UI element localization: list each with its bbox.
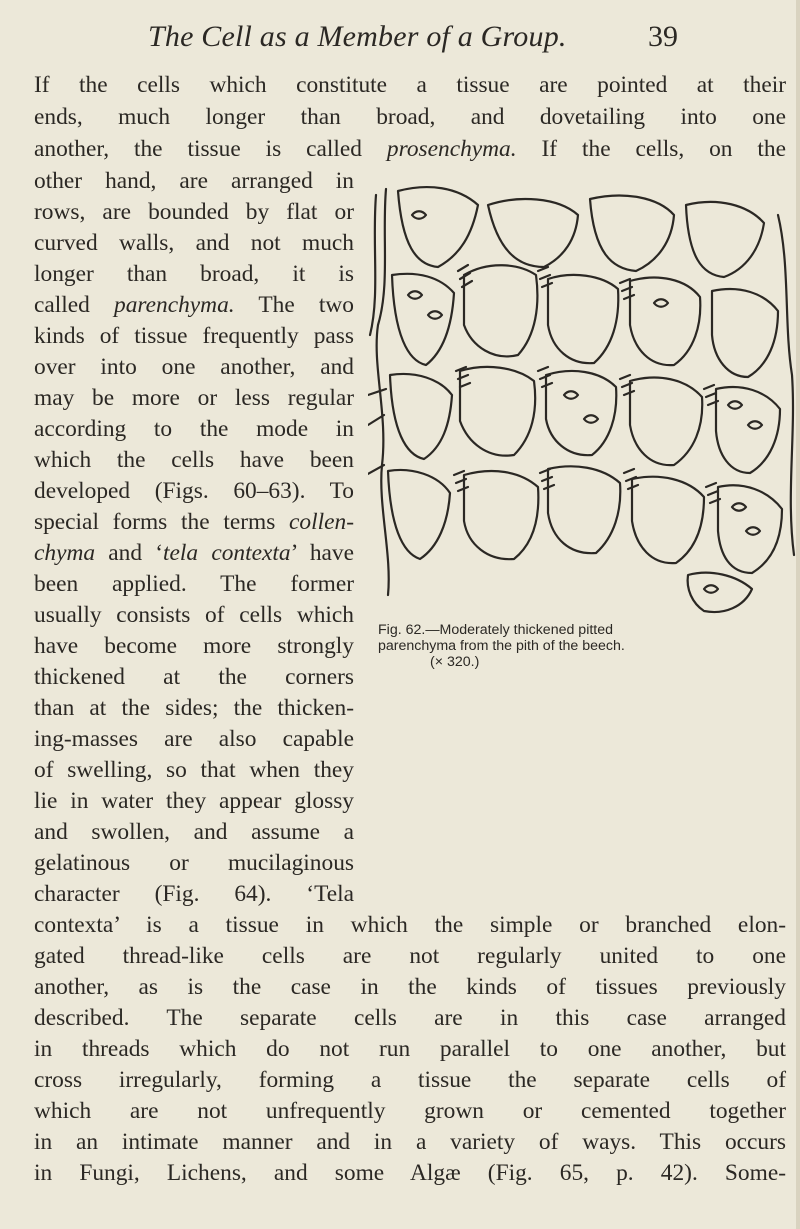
text-span: kinds of tissue frequently pass [34,323,354,349]
text-line [34,445,354,475]
text-span: been applied. The former [34,571,354,597]
text-span: If the cells, on the [516,136,786,162]
text-line [34,228,354,258]
text-line [34,414,354,444]
text-line [34,507,354,537]
text-line [34,662,354,692]
text-line [34,1158,786,1188]
text-line [34,1065,786,1095]
cell-outline [686,202,764,277]
pit-mark [654,299,668,307]
text-line [34,383,354,413]
text-line [34,1034,786,1064]
text-span: may be more or less regular [34,385,354,411]
text-line [34,569,354,599]
cell-outline [388,470,450,559]
text-span: special forms the terms [34,509,290,535]
pit-mark [408,291,422,299]
pit-hatching [538,267,552,287]
text-line [34,476,354,506]
cell-outline [548,275,618,363]
text-span: The two [234,292,354,318]
text-span: lie in water they appear glossy [34,788,354,814]
text-line [34,197,354,227]
pit-mark [428,311,442,319]
text-line [34,910,786,940]
pit-mark [746,527,760,535]
text-line [34,321,354,351]
text-span: gated thread-like cells are not regularly united to one [34,943,786,969]
text-span: another, as is the case in the kinds of tissues previously [34,974,786,1000]
cell-outline [392,274,454,365]
text-line [34,538,354,568]
text-span: than at the sides; the thicken- [34,695,354,721]
text-span: thickened at the corners [34,664,354,690]
cell-outline [718,485,782,573]
cell-outline [716,387,780,473]
text-span: gelatinous or mucilaginous [34,850,354,876]
text-span: which the cells have been [34,447,354,473]
cell-wall-outline [778,215,794,555]
term-collenchyma: collen- [289,509,354,535]
cell-outline [590,196,674,271]
text-span: longer than broad, it is [34,261,354,287]
text-line [34,972,786,1002]
caption-line: Fig. 62.—Moderately thickened pitted [378,622,614,638]
text-line [34,786,354,816]
cell-outline [488,199,578,267]
cell-outline [630,278,700,366]
page-edge [796,0,800,1229]
pit-mark [412,211,426,219]
text-line [34,352,354,382]
text-span: If the cells which constitute a tissue are pointed at their [34,72,786,98]
text-line [34,848,354,878]
pit-mark [704,585,718,593]
text-line [34,1127,786,1157]
cell-outline [464,265,537,356]
text-span: of swelling, so that when they [34,757,354,783]
text-line [34,134,786,164]
text-span: ’ have [290,540,354,566]
text-line [34,693,354,723]
caption-line: parenchyma from the pith of the beech. [378,638,625,654]
term-prosenchyma: prosenchyma. [386,136,517,162]
text-span: developed (Figs. 60–63). To [34,478,354,504]
text-line [34,755,354,785]
text-line [34,879,354,909]
text-line [34,259,354,289]
cell-outline [398,187,478,267]
text-span: contexta’ is a tissue in which the simple or branched elon- [34,912,786,938]
text-line [34,631,354,661]
text-span: ends, much longer than broad, and dovetailing into one [34,104,786,130]
text-span: another, the tissue is called [34,136,387,162]
pit-mark [732,503,746,511]
running-head [0,20,800,60]
text-line [34,941,786,971]
text-span: and swollen, and assume a [34,819,354,845]
caption-magnification: (× 320.) [430,654,480,670]
cell-outline [464,471,538,559]
pit-hatching [620,279,634,299]
cell-wall-outline [370,195,376,335]
text-span: usually consists of cells which [34,602,354,628]
pit-mark [564,391,578,399]
text-line [34,1096,786,1126]
text-line [34,102,786,132]
text-span: curved walls, and not much [34,230,354,256]
text-span: in an intimate manner and in a variety of ways. This occurs [34,1129,786,1155]
page-number: 39 [648,20,678,53]
pit-hatching [620,375,634,395]
pit-mark [584,415,598,423]
cell-outline [688,573,752,612]
pit-mark [728,401,742,409]
cell-outline [632,477,704,563]
pit-mark [748,421,762,429]
text-span: character (Fig. 64). ‘Tela [34,881,354,907]
running-title: The Cell as a Member of a Group. [148,20,567,53]
text-span: and ‘ [95,540,164,566]
text-line [34,1003,786,1033]
text-line [34,70,786,100]
text-line [34,600,354,630]
cell-outline [712,289,778,377]
text-span: in Fungi, Lichens, and some Algæ (Fig. 65, p. 42). Some- [34,1160,786,1186]
figure-caption [378,622,798,670]
text-span: in threads which do not run parallel to one another, but [34,1036,786,1062]
text-line [34,166,354,196]
text-span: ing-masses are also capable [34,726,354,752]
text-span: according to the mode in [34,416,354,442]
text-span: which are not unfrequently grown or cemented together [34,1098,786,1124]
term-parenchyma: parenchyma. [114,292,235,318]
cell-outline [546,371,616,455]
text-line [34,817,354,847]
text-line [34,290,354,320]
text-span: called [34,292,115,318]
text-span: have become more strongly [34,633,354,659]
cell-outline [630,378,702,466]
text-span: over into one another, and [34,354,354,380]
parenchyma-illustration [368,175,798,620]
cell-outline [390,374,452,459]
text-span: other hand, are arranged in [34,168,354,194]
term-tela-contexta: tela contexta [163,540,291,566]
text-line [34,724,354,754]
cell-outline [460,367,535,456]
text-span: cross irregularly, forming a tissue the separate cells of [34,1067,786,1093]
cell-outline [548,466,620,553]
text-span: described. The separate cells are in this case arranged [34,1005,786,1031]
text-span: rows, are bounded by flat or [34,199,354,225]
term-collenchyma-end: chyma [34,540,96,566]
